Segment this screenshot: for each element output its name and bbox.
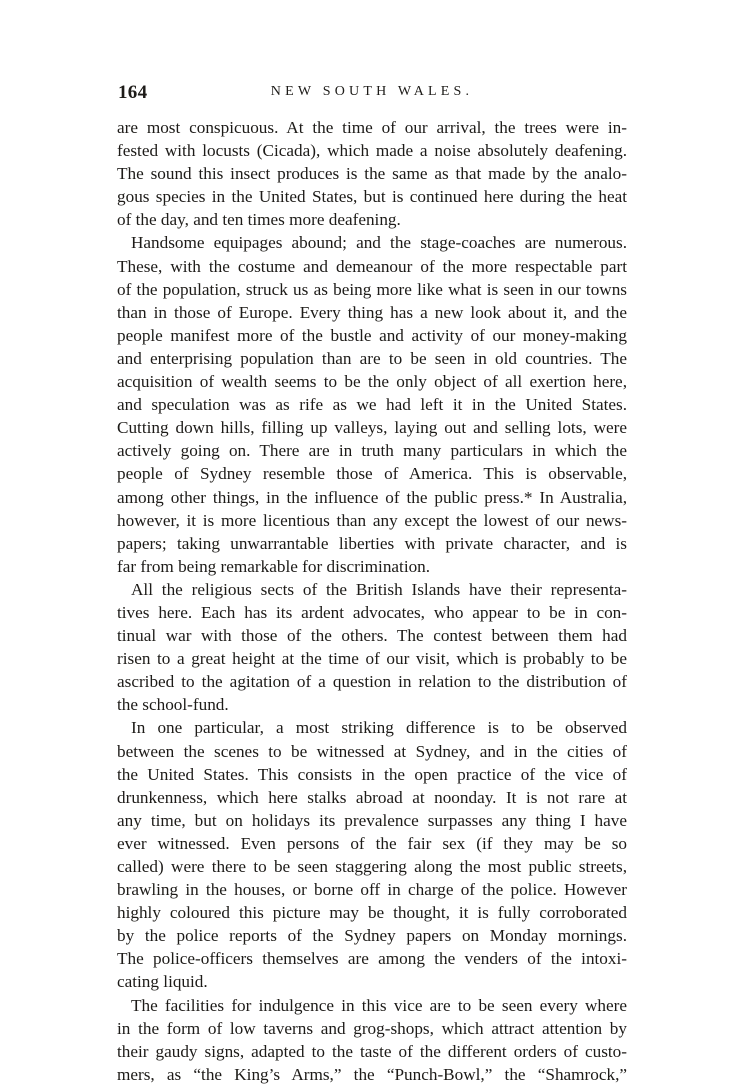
text-line: highly coloured this picture may be thought, it is fully corroborated [117, 903, 627, 923]
text-line: between the scenes to be witnessed at Sydney, and in the cities of [117, 741, 627, 761]
text-line: called) were there to be seen staggering along the most public streets, [117, 857, 627, 876]
text-line: people manifest more of the bustle and activity of our money-making [117, 325, 627, 345]
text-line: and enterprising population than are to be seen in old countries. The [117, 348, 627, 368]
text-line: The facilities for indulgence in this vice are to be seen every where [131, 995, 627, 1015]
text-line: acquisition of wealth seems to be the only object of all exertion here, [117, 372, 627, 392]
text-line: far from being remarkable for discrimination. [117, 556, 431, 576]
text-line: Cutting down hills, filling up valleys, laying out and selling lots, were [117, 418, 627, 438]
text-line: ever witnessed. Even persons of the fair sex (if they may be so [117, 833, 627, 853]
text-line: their gaudy signs, adapted to the taste of the different orders of custo- [117, 1041, 627, 1061]
text-line: brawling in the houses, or borne off in charge of the police. However [117, 880, 627, 900]
text-line: are most conspicuous. At the time of our arrival, the trees were in- [117, 118, 627, 137]
text-line: of the population, struck us as being more like what is seen in our towns [117, 279, 627, 299]
paragraph [117, 231, 627, 577]
text-line: actively going on. There are in truth many particulars in which the [117, 441, 627, 461]
text-line: In one particular, a most striking difference is to be observed [131, 718, 627, 738]
text-line: people of Sydney resemble those of America. This is observable, [117, 464, 627, 484]
text-line: All the religious sects of the British Islands have their representa- [131, 579, 627, 599]
paragraph [117, 716, 627, 993]
text-line: by the police reports of the Sydney papers on Monday mornings. [117, 926, 627, 946]
paragraph [117, 578, 627, 717]
text-line: than in those of Europe. Every thing has a new look about it, and the [117, 302, 627, 322]
body-text [117, 116, 627, 1086]
text-line: ascribed to the agitation of a question in relation to the distribution of [117, 672, 627, 692]
text-line: fested with locusts (Cicada), which made a noise absolutely deafening. [117, 141, 627, 161]
text-line: risen to a great height at the time of our visit, which is probably to be [117, 649, 627, 669]
text-line: tinual war with those of the others. The contest between them had [117, 626, 627, 646]
text-line: cating liquid. [117, 972, 208, 992]
text-line: gous species in the United States, but is continued here during the heat [117, 187, 627, 207]
text-line: tives here. Each has its ardent advocates, who appear to be in con- [117, 602, 627, 622]
text-line: The police-officers themselves are among the venders of the intoxi- [117, 949, 627, 969]
paragraph [117, 994, 627, 1086]
text-line: mers, as “the King’s Arms,” the “Punch-Bowl,” the “Shamrock,” [117, 1064, 627, 1084]
page-number: 164 [118, 82, 148, 103]
text-line: the school-fund. [117, 695, 229, 715]
text-line: among other things, in the influence of the public press.* In Australia, [117, 487, 627, 507]
text-line: any time, but on holidays its prevalence surpasses any thing I have [117, 810, 627, 830]
text-line: however, it is more licentious than any except the lowest of our news- [117, 510, 627, 530]
text-line: Handsome equipages abound; and the stage-coaches are numerous. [131, 233, 627, 253]
running-title: NEW SOUTH WALES. [270, 84, 474, 99]
text-line: papers; taking unwarrantable liberties with private character, and is [117, 533, 627, 553]
text-line: The sound this insect produces is the same as that made by the analo- [117, 164, 627, 184]
page-header [118, 82, 626, 108]
text-line: and speculation was as rife as we had left it in the United States. [117, 395, 627, 415]
text-line: the United States. This consists in the open practice of the vice of [117, 764, 627, 784]
text-line: drunkenness, which here stalks abroad at noonday. It is not rare at [117, 787, 627, 807]
text-line: in the form of low taverns and grog-shops, which attract attention by [117, 1018, 627, 1038]
paragraph [117, 116, 627, 231]
text-line: of the day, and ten times more deafening. [117, 210, 401, 230]
text-line: These, with the costume and demeanour of the more respectable part [117, 256, 627, 276]
